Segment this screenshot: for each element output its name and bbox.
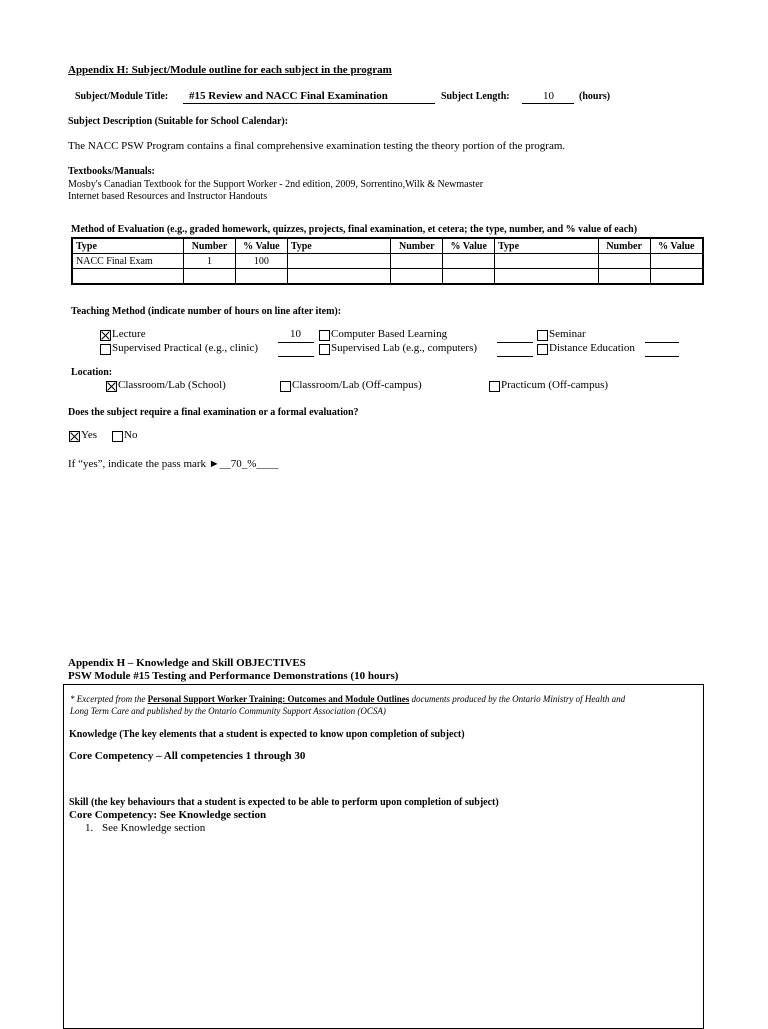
location-school-label: Classroom/Lab (School) <box>118 379 226 391</box>
table-row <box>72 269 703 285</box>
table-cell: 100 <box>235 254 287 269</box>
subject-length-unit: (hours) <box>579 91 611 102</box>
distance-education-hours-line <box>645 355 679 357</box>
textbook-item: Mosby's Canadian Textbook for the Support Worker - 2nd edition, 2009, Sorrentino,Wilk & Newmaster <box>68 179 484 190</box>
table-header: Type <box>495 238 599 254</box>
table-cell <box>287 254 391 269</box>
supervised-lab-label: Supervised Lab (e.g., computers) <box>331 342 478 354</box>
distance-education-checkbox[interactable] <box>537 344 548 355</box>
final-exam-yes-checkbox[interactable] <box>69 431 80 442</box>
evaluation-table <box>71 237 704 285</box>
subject-title-value: #15 Review and NACC Final Examination <box>189 90 388 102</box>
table-cell <box>495 254 599 269</box>
table-cell <box>598 269 650 285</box>
objectives-subheading: PSW Module #15 Testing and Performance Demonstrations (10 hours) <box>68 670 399 682</box>
subject-title-underline <box>183 102 435 104</box>
page-heading: Appendix H: Subject/Module outline for each subject in the program <box>68 64 392 76</box>
location-practicum-label: Practicum (Off-campus) <box>501 379 609 391</box>
lecture-hours-line <box>278 341 314 343</box>
table-row <box>72 254 703 269</box>
table-cell <box>72 269 184 285</box>
textbooks-label: Textbooks/Manuals: <box>68 166 155 177</box>
subject-length-value: 10 <box>543 90 554 102</box>
final-exam-no-checkbox[interactable] <box>112 431 123 442</box>
subject-length-underline <box>522 102 574 104</box>
lecture-label: Lecture <box>112 328 146 340</box>
location-offcampus-label: Classroom/Lab (Off-campus) <box>292 379 422 391</box>
table-cell: 1 <box>184 254 236 269</box>
lecture-checkbox[interactable] <box>100 330 111 341</box>
excerpt-note-line2: Long Term Care and published by the Ontario Community Support Association (OCSA) <box>70 706 386 716</box>
knowledge-label: Knowledge (The key elements that a student is expected to know upon completion of subject) <box>69 729 465 740</box>
seminar-label: Seminar <box>549 328 586 340</box>
location-school-checkbox[interactable] <box>106 381 117 392</box>
list-item: See Knowledge section <box>102 822 206 834</box>
table-header: % Value <box>650 238 703 254</box>
table-cell <box>495 269 599 285</box>
objectives-heading: Appendix H – Knowledge and Skill OBJECTIVES <box>68 657 306 669</box>
computer-learning-hours-line <box>497 341 533 343</box>
table-cell <box>650 269 703 285</box>
teaching-label: Teaching Method (indicate number of hours on line after item): <box>71 306 342 317</box>
textbook-item: Internet based Resources and Instructor Handouts <box>68 191 268 202</box>
table-cell <box>184 269 236 285</box>
table-cell <box>443 254 495 269</box>
final-exam-yes-label: Yes <box>81 429 98 441</box>
final-exam-question: Does the subject require a final examination or a formal evaluation? <box>68 407 359 418</box>
description-text: The NACC PSW Program contains a final comprehensive examination testing the theory portion of the program. <box>68 140 566 152</box>
table-header: % Value <box>443 238 495 254</box>
table-cell <box>650 254 703 269</box>
table-cell <box>391 254 443 269</box>
table-cell <box>443 269 495 285</box>
table-cell: NACC Final Exam <box>72 254 184 269</box>
supervised-practical-checkbox[interactable] <box>100 344 111 355</box>
supervised-practical-hours-line <box>278 355 314 357</box>
computer-learning-checkbox[interactable] <box>319 330 330 341</box>
distance-education-label: Distance Education <box>549 342 635 354</box>
supervised-practical-label: Supervised Practical (e.g., clinic) <box>112 342 259 354</box>
excerpt-prefix: * Excerpted from the <box>70 694 148 704</box>
location-label: Location: <box>71 367 113 378</box>
location-practicum-checkbox[interactable] <box>489 381 500 392</box>
location-offcampus-checkbox[interactable] <box>280 381 291 392</box>
seminar-hours-line <box>645 341 679 343</box>
computer-learning-label: Computer Based Learning <box>331 328 448 340</box>
table-header: Type <box>72 238 184 254</box>
table-cell <box>391 269 443 285</box>
excerpt-link[interactable]: Personal Support Worker Training: Outcomes and Module Outlines <box>147 694 410 704</box>
lecture-hours: 10 <box>290 328 301 340</box>
excerpt-note <box>70 694 625 704</box>
table-header: % Value <box>235 238 287 254</box>
supervised-lab-hours-line <box>497 355 533 357</box>
seminar-checkbox[interactable] <box>537 330 548 341</box>
excerpt-suffix: documents produced by the Ontario Ministry of Health and <box>409 694 626 704</box>
table-header: Type <box>287 238 391 254</box>
core-competency-knowledge: Core Competency – All competencies 1 through 30 <box>69 750 306 762</box>
final-exam-no-label: No <box>124 429 138 441</box>
subject-length-label: Subject Length: <box>441 91 510 102</box>
description-label: Subject Description (Suitable for School Calendar): <box>68 116 289 127</box>
list-number: 1. <box>85 822 94 834</box>
table-header-row <box>72 238 703 254</box>
evaluation-label: Method of Evaluation (e.g., graded homework, quizzes, projects, final examination, et cetera; the type, number, and % value of each) <box>71 224 638 235</box>
table-cell <box>287 269 391 285</box>
skill-label: Skill (the key behaviours that a student is expected to be able to perform upon completion of subject) <box>69 797 499 808</box>
table-header: Number <box>391 238 443 254</box>
pass-mark: If “yes”, indicate the pass mark ►__70_%____ <box>68 458 279 470</box>
core-competency-skill: Core Competency: See Knowledge section <box>69 809 267 821</box>
subject-title-label: Subject/Module Title: <box>75 91 169 102</box>
table-header: Number <box>598 238 650 254</box>
table-cell <box>598 254 650 269</box>
table-header: Number <box>184 238 236 254</box>
supervised-lab-checkbox[interactable] <box>319 344 330 355</box>
table-cell <box>235 269 287 285</box>
